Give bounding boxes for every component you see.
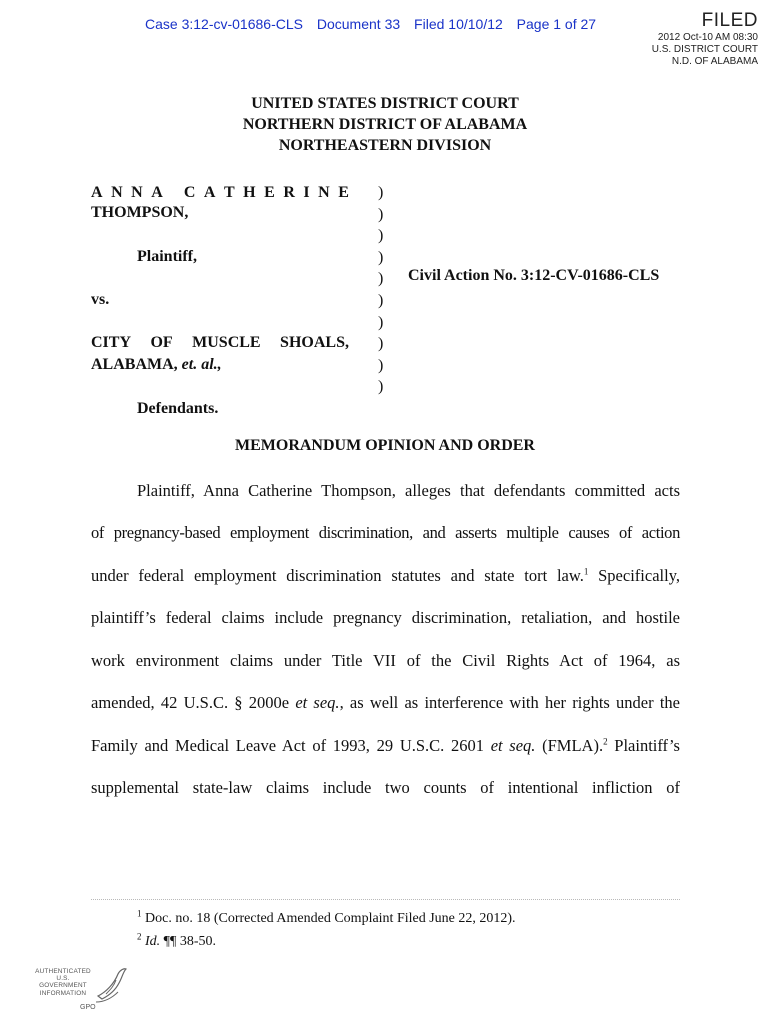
document-number: Document 33 — [316, 16, 401, 32]
body-text: Plaintiff’s — [607, 736, 680, 755]
letter: E — [264, 184, 275, 201]
letter: H — [243, 184, 256, 201]
seal-text — [32, 968, 94, 997]
paren: ) — [378, 291, 384, 309]
filed-timestamp: 2012 Oct-10 AM 08:30 — [657, 32, 758, 43]
body-line: of pregnancy-based employment discrimination, and asserts multiple causes of action — [91, 523, 680, 542]
letter: T — [223, 184, 235, 201]
et-al: et. al., — [181, 356, 222, 373]
court-heading — [0, 93, 770, 156]
gpo-seal — [32, 966, 132, 1016]
footnote-number: 1 — [137, 908, 142, 919]
defendant-name-cont — [91, 354, 222, 376]
seal-line: INFORMATION — [39, 989, 87, 997]
letter: N — [111, 184, 123, 201]
body-line — [91, 693, 680, 713]
footnote — [137, 910, 516, 928]
letter: A — [203, 184, 216, 201]
footnote-divider — [91, 899, 680, 900]
body-line — [91, 736, 680, 756]
plaintiff-role: Plaintiff, — [137, 248, 197, 265]
seal-mark: GPO — [80, 1004, 96, 1011]
body-italic: et seq. — [295, 693, 340, 712]
footnote-text: Doc. no. 18 (Corrected Amended Complaint Filed June 22, 2012). — [141, 911, 516, 926]
paren: ) — [378, 356, 384, 374]
body-line: plaintiff’s federal claims include pregnancy discrimination, retaliation, and hostile — [91, 608, 680, 627]
letter: A — [91, 184, 103, 201]
caption-parentheses — [378, 182, 383, 398]
footnote-number: 2 — [137, 931, 142, 942]
paren: ) — [378, 184, 384, 201]
filed-court: U.S. DISTRICT COURT — [651, 44, 758, 55]
paren: ) — [378, 378, 384, 396]
body-line: Plaintiff, Anna Catherine Thompson, alleges that defendants committed acts — [137, 481, 680, 500]
paren: ) — [378, 313, 384, 331]
letter: A — [151, 184, 163, 201]
body-line — [91, 566, 680, 586]
filed-title: FILED — [701, 10, 758, 31]
eagle-icon — [92, 966, 128, 1006]
defendant-word: SHOALS, — [280, 334, 349, 351]
letter-gap — [171, 182, 175, 204]
filed-date: Filed 10/10/12 — [414, 16, 503, 32]
body-text: Family and Medical Leave Act of 1993, 29 U.S.C. 2601 — [91, 736, 491, 755]
body-line: supplemental state-law claims include two counts of intentional infliction of — [91, 778, 680, 797]
footnote-ref[interactable]: 1 — [583, 566, 589, 577]
court-name: UNITED STATES DISTRICT COURT — [251, 95, 519, 112]
paren: ) — [378, 205, 384, 223]
letter: R — [283, 184, 295, 201]
paren: ) — [378, 248, 384, 266]
body-italic: et seq. — [490, 736, 536, 755]
body-line: work environment claims under Title VII of the Civil Rights Act of 1964, as — [91, 651, 680, 670]
body-text: (FMLA). — [535, 736, 604, 755]
footnote — [137, 933, 216, 951]
versus: vs. — [91, 291, 110, 308]
civil-action-number: Civil Action No. 3:12-CV-01686-CLS — [408, 267, 660, 284]
page-indicator: Page 1 of 27 — [516, 16, 597, 32]
body-text: , as well as interference with her rights under the — [339, 693, 680, 712]
plaintiff-last-name: THOMPSON, — [91, 204, 189, 221]
body-text: amended, 42 U.S.C. § 2000e — [91, 693, 296, 712]
case-header — [145, 16, 606, 32]
body-text: Specifically, — [588, 566, 680, 585]
defendant-word: OF — [150, 334, 173, 351]
filed-stamp — [652, 10, 758, 68]
letter: E — [338, 184, 349, 201]
footnote-ref[interactable]: 2 — [603, 736, 608, 747]
body-text: under federal employment discrimination statutes and state tort law. — [91, 566, 584, 585]
seal-line: AUTHENTICATED — [35, 968, 91, 975]
footnote-italic: Id. — [145, 934, 161, 949]
footnote-text: ¶¶ 38-50. — [160, 934, 217, 949]
paren: ) — [378, 227, 384, 245]
paren: ) — [378, 270, 384, 288]
defendant-state: ALABAMA, — [91, 356, 182, 373]
letter: I — [303, 184, 310, 201]
letter: N — [131, 184, 143, 201]
letter: N — [318, 184, 330, 201]
paren: ) — [378, 335, 384, 353]
defendant-name — [91, 332, 349, 354]
filed-district: N.D. OF ALABAMA — [671, 56, 758, 67]
plaintiff-first-name — [91, 182, 349, 204]
seal-line: U.S. GOVERNMENT — [39, 975, 87, 990]
opinion-title: MEMORANDUM OPINION AND ORDER — [235, 437, 535, 454]
defendant-role: Defendants. — [137, 400, 219, 417]
court-division: NORTHEASTERN DIVISION — [278, 137, 492, 154]
defendant-word: CITY — [91, 334, 132, 351]
case-number-header: Case 3:12-cv-01686-CLS — [145, 16, 303, 32]
court-district: NORTHERN DISTRICT OF ALABAMA — [242, 116, 528, 133]
defendant-word: MUSCLE — [192, 334, 261, 351]
letter: C — [183, 184, 196, 201]
